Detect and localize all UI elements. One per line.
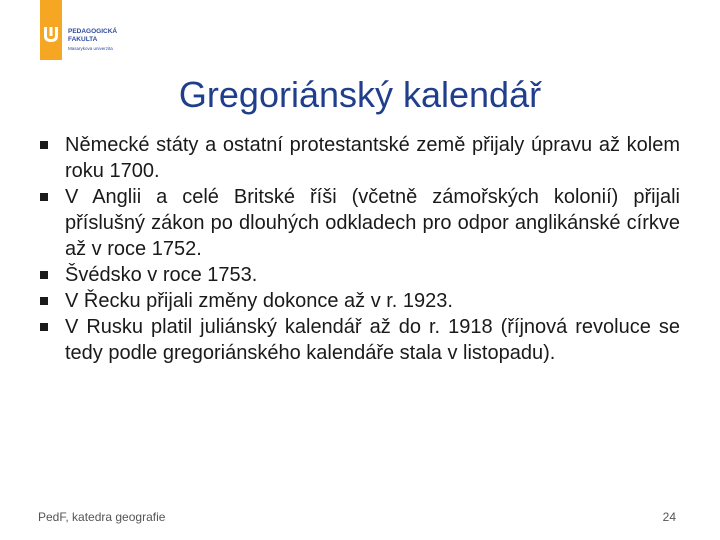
slide-title: Gregoriánský kalendář: [178, 74, 542, 115]
list-item-text: Německé státy a ostatní protestantské země přijaly úpravu až kolem roku 1700.: [65, 134, 680, 182]
list-item-text: V Řecku přijali změny dokonce až v r. 1923.: [65, 290, 453, 312]
list-item-text: Švédsko v roce 1753.: [65, 264, 258, 286]
faculty-logo: [40, 0, 160, 65]
square-bullet-icon: [40, 271, 48, 279]
list-item: [40, 132, 680, 184]
logo-emblem-icon: [40, 0, 62, 60]
square-bullet-icon: [40, 297, 48, 305]
list-item: [40, 262, 680, 288]
list-item-text: V Rusku platil juliánský kalendář až do r. 1918 (říjnová revoluce se tedy podle gregoriánského kalendáře stala v listopadu).: [65, 316, 680, 364]
logo-line-2: FAKULTA: [68, 35, 98, 43]
list-item: [40, 184, 680, 262]
bullet-list: [40, 132, 680, 366]
square-bullet-icon: [40, 323, 48, 331]
logo-line-1: PEDAGOGICKÁ: [68, 28, 118, 35]
list-item: [40, 314, 680, 366]
logo-text: [68, 28, 117, 43]
logo-subtitle: Masarykova univerzita: [68, 46, 113, 51]
square-bullet-icon: [40, 193, 48, 201]
list-item: [40, 288, 680, 314]
list-item-text: V Anglii a celé Britské říši (včetně zámořských kolonií) přijali příslušný zákon po dlouhých odkladech pro odpor anglikánské církve až v roce 1752.: [65, 186, 680, 260]
footer-department: PedF, katedra geografie: [38, 510, 166, 524]
page-number: 24: [662, 510, 676, 524]
square-bullet-icon: [40, 141, 48, 149]
